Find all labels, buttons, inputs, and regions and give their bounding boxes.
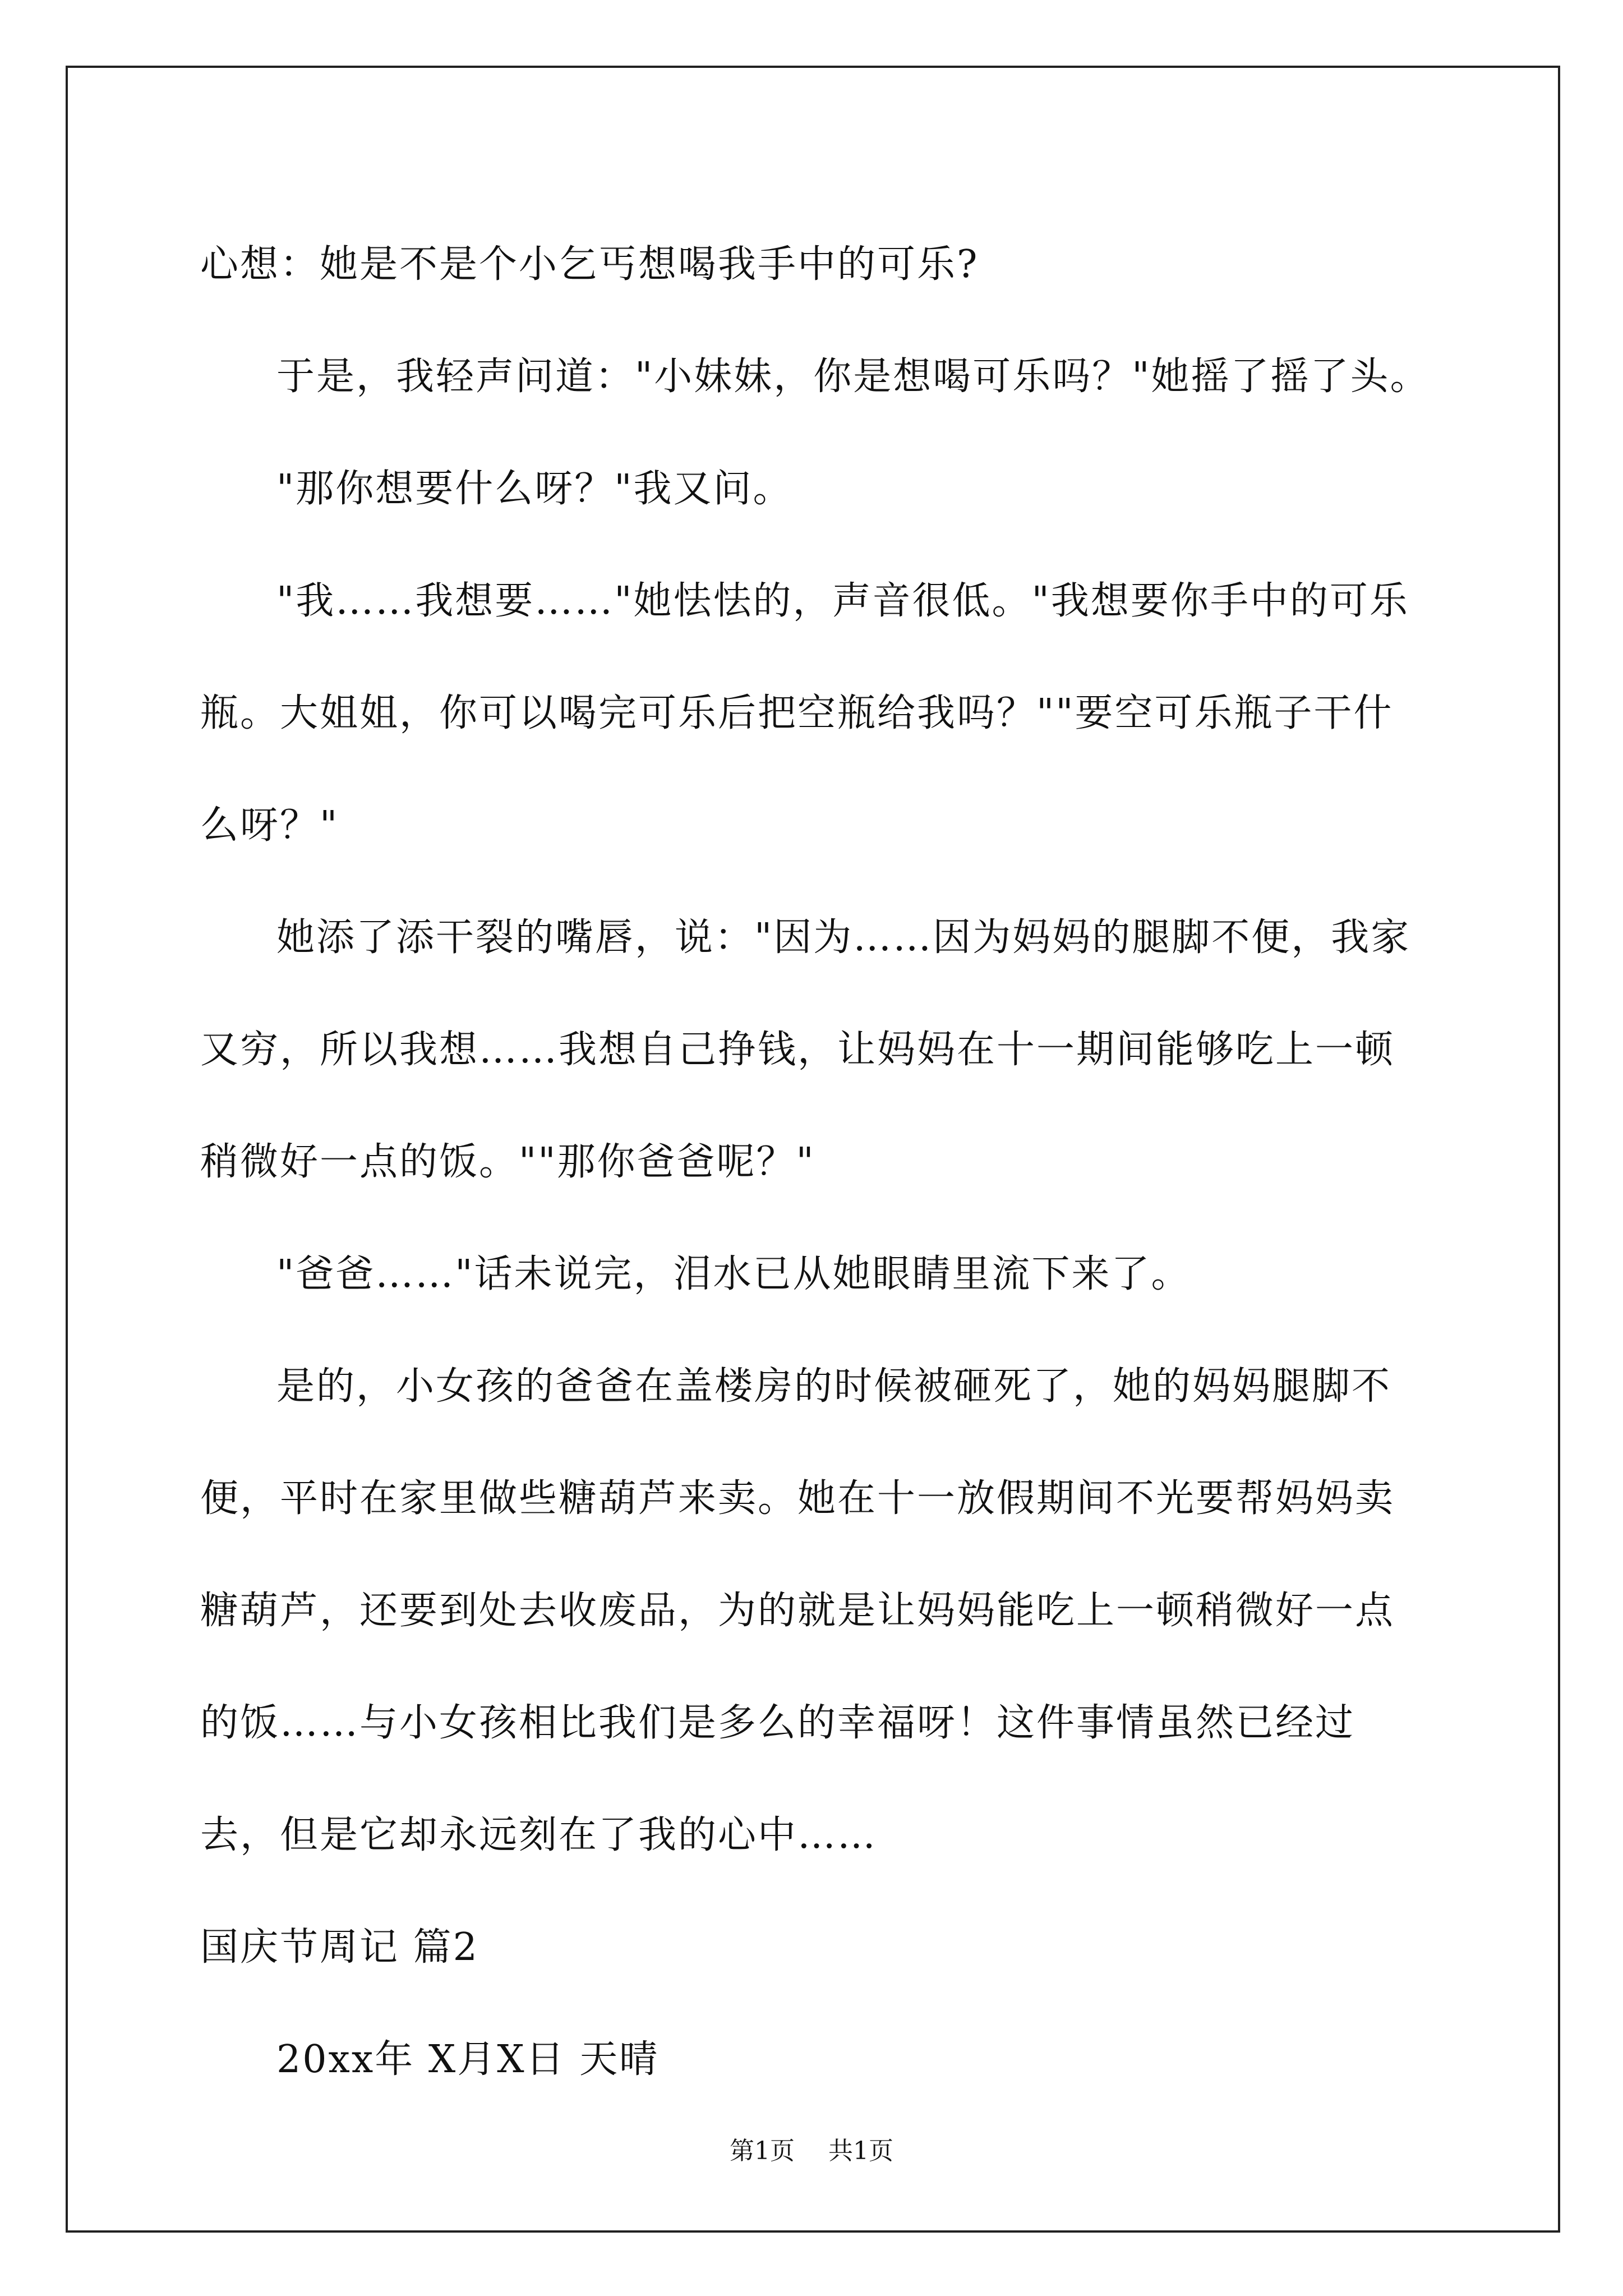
- paragraph-continuation: 心想：她是不是个小乞丐想喝我手中的可乐?: [200, 242, 979, 287]
- paragraph-question: 于是，我轻声问道："小妹妹，你是想喝可乐吗？"她摇了摇了头。: [276, 355, 1430, 399]
- page-number-current: 第1页: [730, 2137, 795, 2165]
- page-number-total: 共1页: [828, 2137, 893, 2165]
- page-footer: [0, 2134, 1623, 2168]
- document-body: [200, 209, 1431, 2116]
- date-line: 20xx年 X月X日 天晴: [276, 2037, 660, 2082]
- paragraph-bottle-request: "我……我想要……"她怯怯的，声音很低。"我想要你手中的可乐瓶。大姐姐，你可以喝完可乐后把空瓶给我吗？""要空可乐瓶子干什么呀？": [200, 579, 1409, 848]
- paragraph-ask-again: "那你想要什么呀？"我又问。: [276, 467, 793, 511]
- paragraph-reason: 她添了添干裂的嘴唇，说："因为……因为妈妈的腿脚不便，我家又穷，所以我想……我想自己挣钱，让妈妈在十一期间能够吃上一顿稍微好一点的饭。""那你爸爸呢？": [200, 915, 1411, 1184]
- paragraph-father: "爸爸……"话未说完，泪水已从她眼睛里流下来了。: [276, 1252, 1191, 1296]
- section-heading: 国庆节周记 篇2: [200, 1925, 479, 1970]
- paragraph-conclusion: 是的，小女孩的爸爸在盖楼房的时候被砸死了，她的妈妈腿脚不便，平时在家里做些糖葫芦来卖。她在十一放假期间不光要帮妈妈卖糖葫芦，还要到处去收废品，为的就是让妈妈能吃上一顿稍微好一点的饭……与小女孩相比我们是多么的幸福呀！这件事情虽然已经过去，但是它却永远刻在了我的心中……: [200, 1364, 1395, 1857]
